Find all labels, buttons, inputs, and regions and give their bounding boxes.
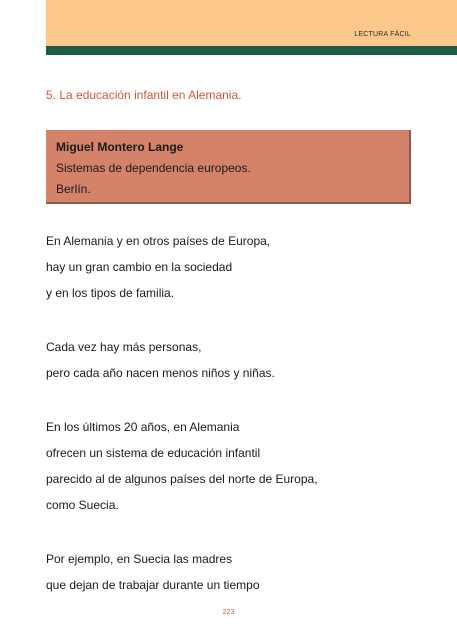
body-text [46,233,426,631]
paragraph-3 [46,419,426,523]
text-line: pero cada año nacen menos niños y niñas. [46,366,275,380]
text-line: parecido al de algunos países del norte de Europa, [46,472,318,486]
text-line: que dejan de trabajar durante un tiempo [46,578,260,592]
reference-place: Berlín. [56,182,91,196]
header-divider-bar [46,46,457,55]
paragraph-1 [46,233,426,311]
text-line: hay un gran cambio en la sociedad [46,260,233,274]
reference-box [46,130,411,204]
reference-author: Miguel Montero Lange [56,140,184,154]
header-band [46,0,457,46]
text-line: Por ejemplo, en Suecia las madres [46,552,233,566]
text-line: como Suecia. [46,498,119,512]
text-line: En Alemania y en otros países de Europa, [46,234,271,248]
reference-title: Sistemas de dependencia europeos. [56,161,251,175]
text-line: ofrecen un sistema de educación infantil [46,446,261,460]
header-label: LECTURA FÁCIL [354,31,411,38]
text-line: Cada vez hay más personas, [46,340,202,354]
page-number: 223 [222,609,235,616]
text-line: y en los tipos de familia. [46,286,175,300]
paragraph-2 [46,339,426,391]
section-heading: 5. La educación infantil en Alemania. [46,88,242,102]
text-line: En los últimos 20 años, en Alemania [46,420,240,434]
paragraph-4 [46,551,426,603]
